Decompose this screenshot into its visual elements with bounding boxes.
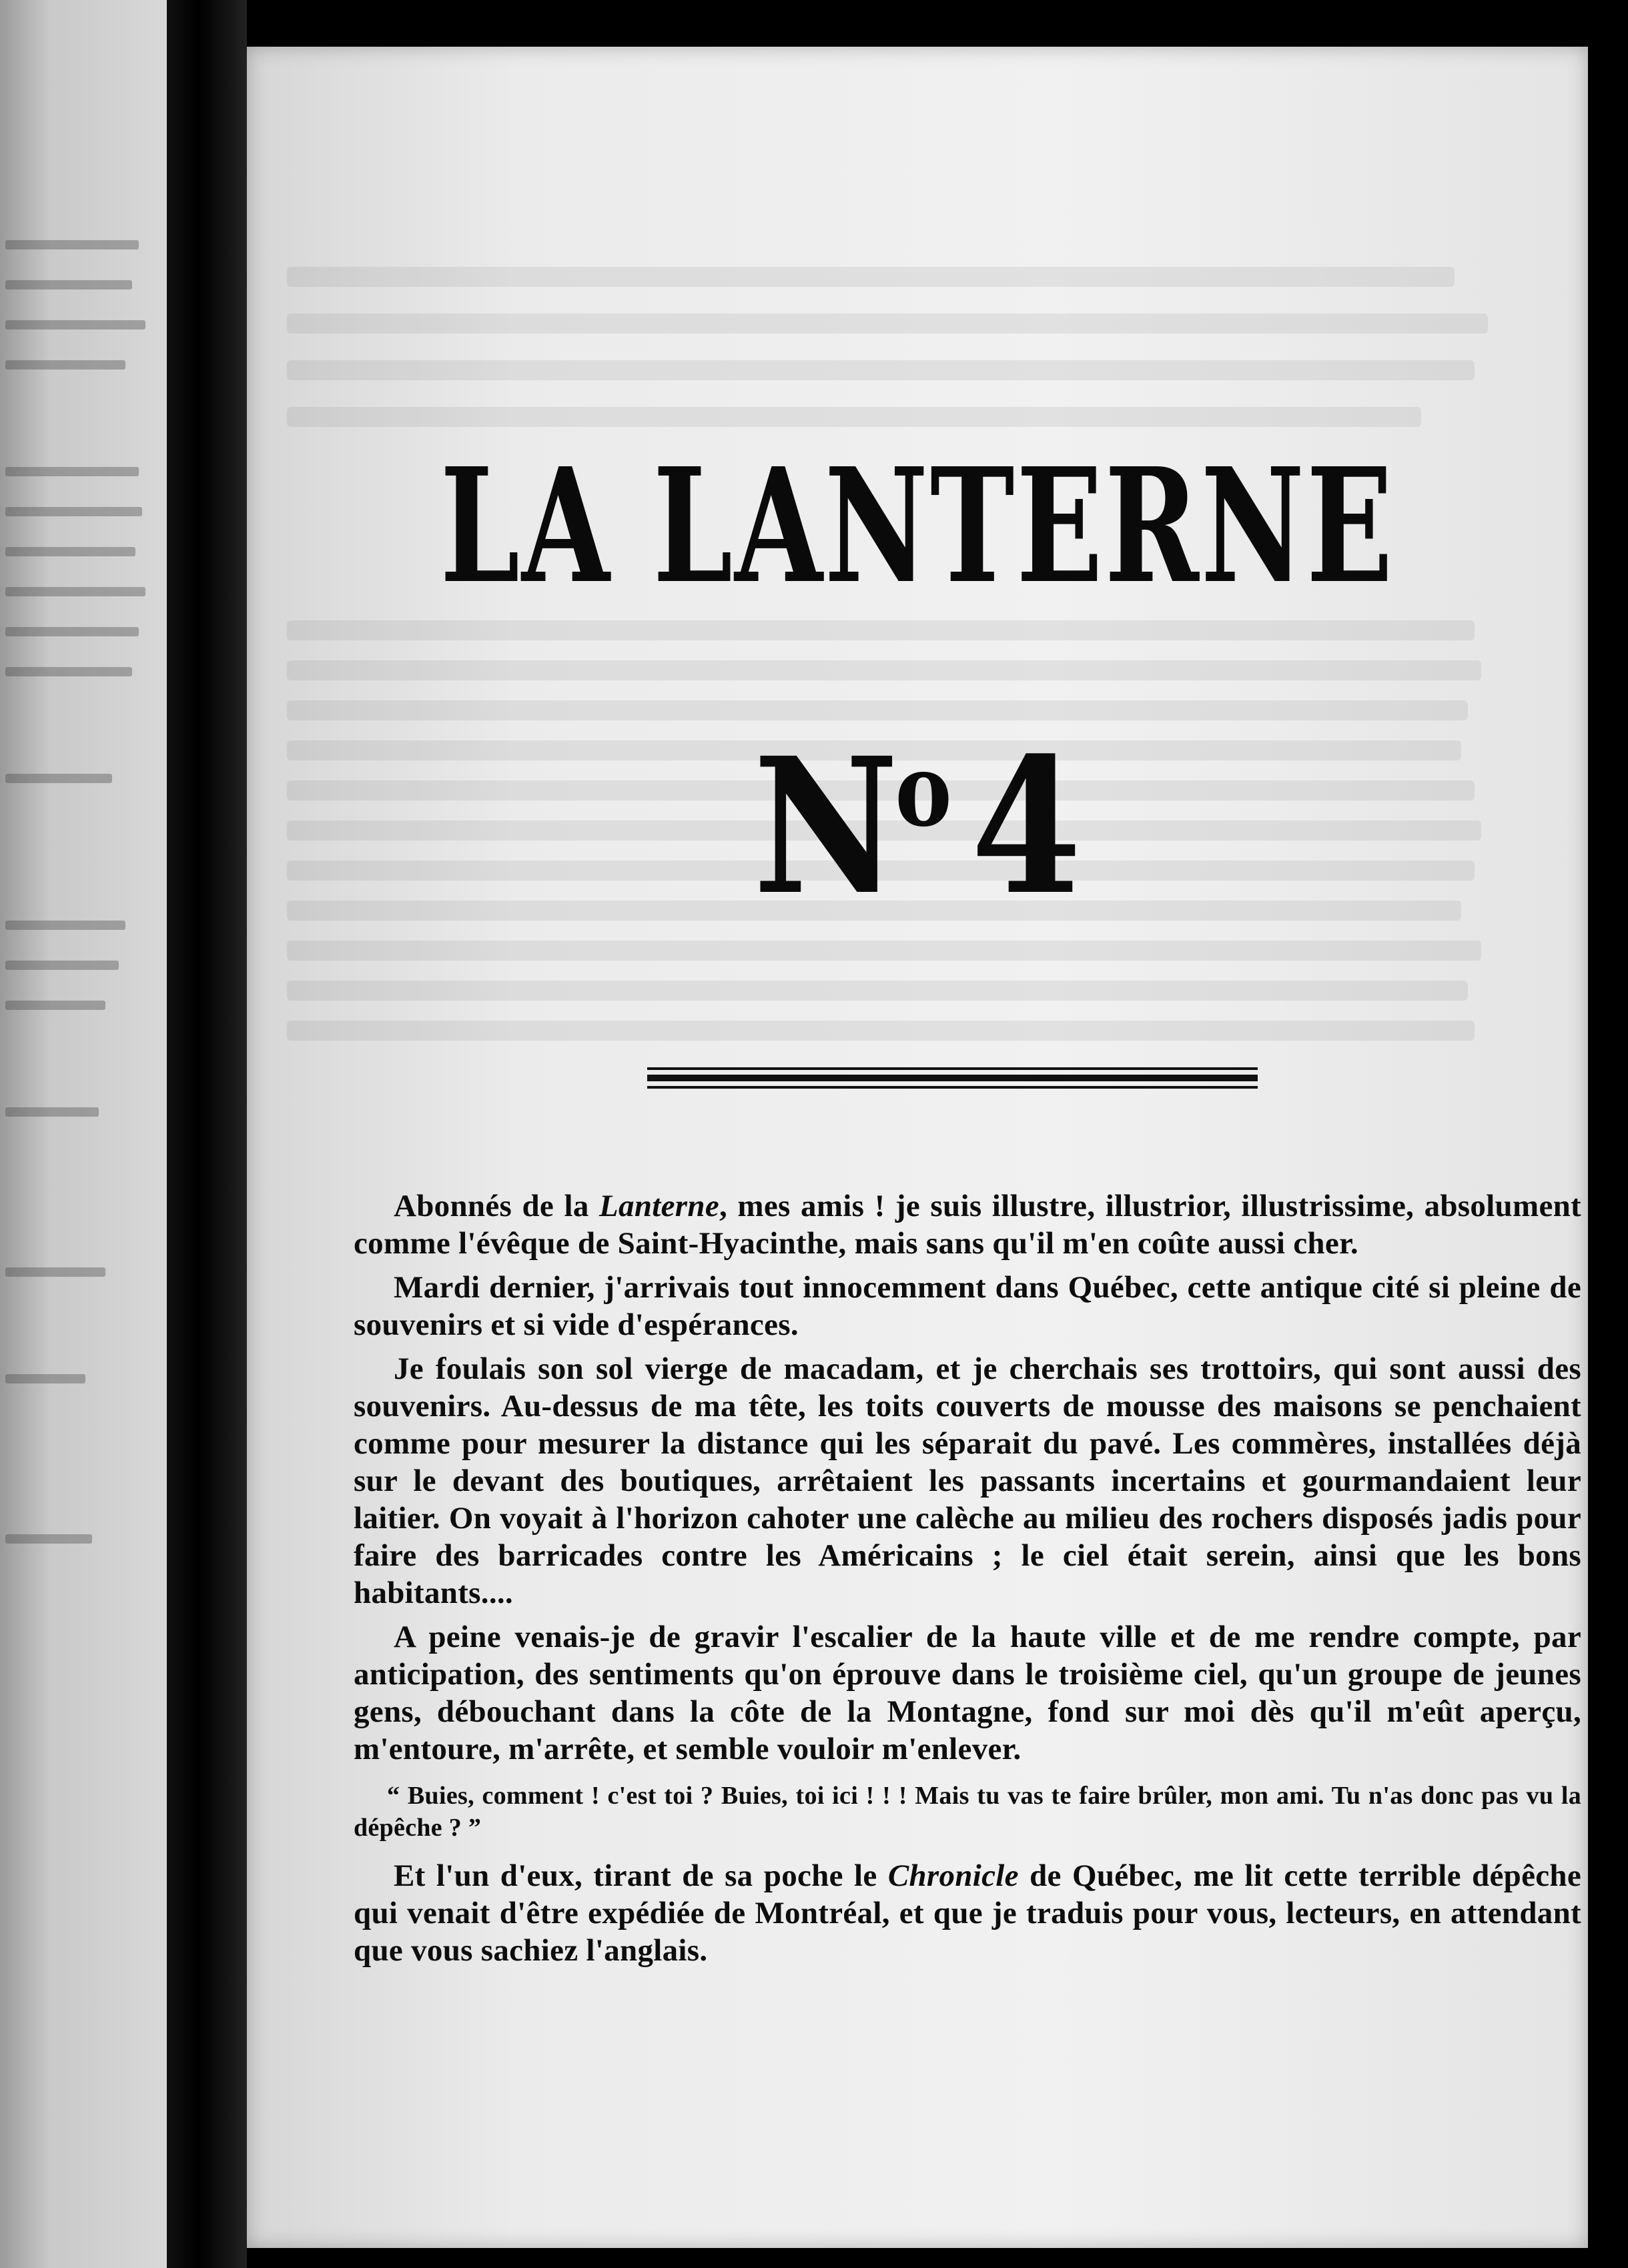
paragraph-5 bbox=[354, 1857, 1581, 1969]
issue-value: 4 bbox=[971, 717, 1082, 937]
binding-gutter-shadow bbox=[167, 0, 247, 2268]
facing-page-text-fragment bbox=[5, 587, 145, 596]
facing-page-text-fragment bbox=[5, 1374, 85, 1383]
double-rule-divider bbox=[647, 1067, 1258, 1089]
facing-page-edge bbox=[0, 0, 167, 2268]
masthead-title: LA LANTERNE bbox=[440, 433, 1395, 618]
facing-page-text-fragment bbox=[5, 360, 125, 370]
paragraph-1-italic: Lanterne bbox=[599, 1189, 719, 1223]
facing-page-text-fragment bbox=[5, 1267, 105, 1277]
paragraph-4: A peine venais-je de gravir l'escalier de la haute ville et de me rendre compte, par anticipation, des sentiments qu'on éprouve dans le troisième ciel, qu'un groupe de jeunes gens, débouchant dans la côte de la Montagne, fond sur moi dès qu'il m'eût aperçu, m'entoure, m'arrête, et semble vouloir m'enlever. bbox=[354, 1620, 1581, 1766]
facing-page-text-fragment bbox=[5, 667, 132, 676]
paragraph-5-end: de Québec, me lit cette terrible dépêche qui venait d'être expédiée de Montréal, et que je traduis pour vous, lecteurs, en attendant que vous sachiez l'anglais. bbox=[354, 1858, 1581, 1968]
facing-page-text-fragment bbox=[5, 467, 139, 476]
facing-page-text-fragment bbox=[5, 1001, 105, 1010]
paragraph-5-start: Et l'un d'eux, tirant de sa poche le bbox=[394, 1858, 888, 1893]
facing-page-text-fragment bbox=[5, 774, 112, 783]
paragraph-1 bbox=[354, 1187, 1581, 1262]
facing-page-text-fragment bbox=[5, 507, 142, 516]
issue-prefix: N bbox=[753, 717, 899, 937]
paragraph-5-italic: Chronicle bbox=[887, 1858, 1019, 1893]
paragraph-3: Je foulais son sol vierge de macadam, et je cherchais ses trottoirs, qui sont aussi des souvenirs. Au-dessus de ma tête, les toits couverts de mousse des maisons se penchaient comme pour mesurer la distance qui les séparait du pavé. Les commères, installées déjà sur le devant des boutiques, arrêtaient les passants incertains et gourmandaient leur laitier. On voyait à l'horizon cahoter une calèche au milieu des rochers disposés jadis pour faire des barricades contre les Américains ; le ciel était serein, ainsi que les bons habitants.... bbox=[354, 1351, 1581, 1610]
facing-page-text-fragment bbox=[5, 547, 135, 556]
facing-page-text-fragment bbox=[5, 280, 132, 290]
issue-superscript: o bbox=[895, 732, 952, 849]
quoted-speech: “ Buies, comment ! c'est toi ? Buies, toi ici ! ! ! Mais tu vas te faire brûler, mon ami. Tu n'as donc pas vu la dépêche ? ” bbox=[354, 1782, 1581, 1842]
article-body bbox=[354, 1187, 1581, 1976]
facing-page-text-fragment bbox=[5, 961, 119, 970]
paragraph-1-start: Abonnés de la bbox=[394, 1189, 600, 1223]
paragraph-1-end: , mes amis ! je suis illustre, illustrior, illustrissime, absolument comme l'évêque de Saint-Hyacinthe, mais sans qu'il m'en coûte aussi cher. bbox=[354, 1189, 1581, 1261]
issue-number bbox=[348, 717, 1488, 937]
facing-page-text-fragment bbox=[5, 921, 125, 930]
facing-page-text-fragment bbox=[5, 1534, 92, 1544]
newspaper-page bbox=[247, 47, 1588, 2248]
facing-page-text-fragment bbox=[5, 320, 145, 330]
facing-page-text-fragment bbox=[5, 627, 139, 636]
facing-page-text-fragment bbox=[5, 1107, 99, 1117]
facing-page-text-fragment bbox=[5, 240, 139, 249]
paragraph-2: Mardi dernier, j'arrivais tout innocemment dans Québec, cette antique cité si pleine de souvenirs et si vide d'espérances. bbox=[354, 1270, 1581, 1342]
